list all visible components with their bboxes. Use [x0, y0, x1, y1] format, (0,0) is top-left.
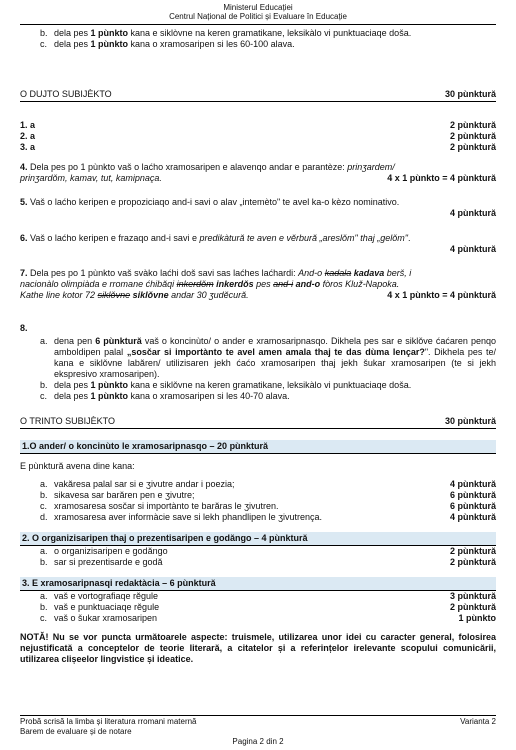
- section-title: O TRINTO SUBIJÈKTO: [20, 416, 116, 426]
- sentence-part: berš, i: [384, 268, 412, 278]
- answer-row: [20, 131, 496, 142]
- criterion-item: [20, 501, 496, 512]
- item-marker: b.: [40, 28, 48, 38]
- question-number: 4.: [20, 162, 28, 172]
- question-text: [20, 197, 496, 208]
- question-6: [20, 233, 496, 255]
- answer-label: 2. a: [20, 131, 36, 141]
- answer-label: 1. a: [20, 120, 36, 130]
- item-text: kana o xramosaripen si les 40-70 alava.: [128, 391, 290, 401]
- criterion-item: [20, 557, 496, 568]
- question-number: 5.: [20, 197, 28, 207]
- item-text: vakăresa palal sar si e ʒivutre andar i poezia;: [54, 479, 235, 489]
- criterion-item: [20, 512, 496, 523]
- question-points: 4 pùnktură: [449, 208, 496, 218]
- criterion-heading: 3. E xramosaripnasqi redaktàcia – 6 pùnktură: [20, 577, 496, 591]
- answer-points: 2 pùnktură: [449, 142, 496, 152]
- section-heading-2: [20, 89, 496, 102]
- item-text: dena pen: [54, 336, 96, 346]
- top-items: [20, 28, 496, 50]
- sentence-part: And-o: [298, 268, 325, 278]
- question-row: [20, 244, 496, 255]
- struck-word: siklǒvne: [97, 290, 131, 300]
- item-marker: a.: [40, 591, 48, 601]
- page-header: [0, 3, 516, 21]
- item-marker: a.: [40, 546, 48, 556]
- item-points: 4 pùnktură: [449, 512, 496, 522]
- question-number: 6.: [20, 233, 28, 243]
- question-number: 8.: [20, 323, 28, 333]
- question-body: Vaš o laćho keripen e propoziciaqo and-i savi o alav „intemèto" te avel ka-o kèzo nominativo.: [27, 197, 400, 207]
- item-points: 4 pùnktură: [449, 479, 496, 489]
- sentence-part: Kathe line kotor 72: [20, 290, 98, 300]
- item-marker: a.: [40, 479, 48, 489]
- item-text: kana e siklǒvne na keren gramatikane, leksikàlo vi punktuaciaqe doša.: [128, 380, 412, 390]
- item-text: vaš o šukar xramosaripen: [54, 613, 158, 623]
- item-text: vaš e vortografiaqe rĕgule: [54, 591, 159, 601]
- section-heading-3: [20, 416, 496, 429]
- item-points: 1 pùnkto: [458, 613, 496, 623]
- question-body: Dela pes po 1 pùnkto vaš o laćho xramosaripen e alavenqo andar e parantèze:: [27, 162, 348, 172]
- question-italic: prinʒardem/: [347, 162, 395, 172]
- answer-row: [20, 120, 496, 131]
- question-row: [20, 173, 496, 184]
- footer-variant: Varianta 2: [460, 717, 496, 726]
- note-lead: NOTĂ!: [20, 632, 49, 642]
- question-text: [20, 162, 496, 173]
- criterion-3: [20, 577, 496, 624]
- criterion-heading: 1.O ander/ o koncinùto le xramosaripnasqo – 20 pùnktură: [20, 440, 496, 454]
- item-text: xramosaresa sosčar si importànto te barăras le ʒivutren.: [54, 501, 279, 511]
- question-body: Dela pes po 1 pùnkto vaš svàko laćhi doš savi sas laćhes laćhardi:: [27, 268, 299, 278]
- item-text: o organizisaripen e godăngo: [54, 546, 168, 556]
- struck-word: and-i: [273, 279, 294, 289]
- section-points: 30 pùnktură: [444, 416, 496, 426]
- item-bold: 1 pùnkto: [90, 28, 129, 38]
- question-body: .: [407, 233, 411, 243]
- answer-row: [20, 142, 496, 153]
- item-marker: b.: [40, 602, 48, 612]
- item-points: 2 pùnktură: [449, 546, 496, 556]
- item-text: vaš e punktuaciaqe rĕgule: [54, 602, 160, 612]
- criterion-item: [20, 613, 496, 624]
- item-text: dela pes: [54, 391, 91, 401]
- footer-row: [20, 717, 496, 727]
- item-marker: b.: [40, 557, 48, 567]
- criterion-item: [20, 490, 496, 501]
- item-marker: a.: [40, 336, 48, 346]
- item-points: 6 pùnktură: [449, 501, 496, 511]
- question-text: [20, 279, 496, 290]
- question-number: 7.: [20, 268, 28, 278]
- list-item: [20, 28, 496, 39]
- sentence-part: pes: [253, 279, 274, 289]
- footer-exam: Probă scrisă la limba și literatura rromani maternă: [20, 717, 197, 726]
- answer-points: 2 pùnktură: [449, 120, 496, 130]
- item-text: sikavesa sar barăren pen e ʒivutre;: [54, 490, 195, 500]
- question-row: [20, 290, 496, 301]
- question-8: [20, 323, 496, 402]
- header-ministry: Ministerul Educației: [223, 3, 293, 12]
- question-7: [20, 268, 496, 301]
- item-marker: c.: [40, 613, 48, 623]
- criterion-item: [20, 479, 496, 490]
- section-points: 30 pùnktură: [444, 89, 496, 99]
- list-item: [20, 39, 496, 50]
- answers-1-3: [20, 120, 496, 153]
- criterion-intro: E pùnktură avena dine kana:: [20, 461, 135, 471]
- item-bold: 1 pùnkto: [90, 391, 129, 401]
- item-text: vaš o koncinùto/ o ander e xramosaripnasqo. Dikhela pes sar e siklǒve ćaćaren penqo amboldipen palal: [54, 336, 496, 357]
- footer-divider: [20, 715, 496, 716]
- header-divider: [20, 24, 496, 25]
- footer-barem: Barem de evaluare și de notare: [20, 727, 132, 736]
- question-points: 4 x 1 pùnkto = 4 pùnktură: [387, 173, 496, 183]
- question-points: 4 pùnktură: [449, 244, 496, 254]
- question-text: [20, 268, 496, 279]
- sentence-part: andar 30 ʒudĕcură.: [168, 290, 249, 300]
- item-marker: d.: [40, 512, 48, 522]
- struck-word: inkerdǒm: [176, 279, 214, 289]
- sentence-part: fòros Kluž-Napoka.: [320, 279, 400, 289]
- item-text: dela pes: [54, 28, 91, 38]
- question-4: [20, 162, 496, 184]
- item-marker: c.: [40, 501, 48, 511]
- item-text: sar si prezentisarde e godă: [54, 557, 163, 567]
- section-title: O DUJTO SUBIJÈKTO: [20, 89, 112, 99]
- question-points: 4 x 1 pùnkto = 4 pùnktură: [387, 290, 496, 300]
- corrected-word: kadava: [351, 268, 385, 278]
- corrected-word: and-o: [293, 279, 321, 289]
- item-points: 2 pùnktură: [449, 602, 496, 612]
- item-bold: 1 pùnkto: [90, 39, 129, 49]
- item-bold: 6 pùnktură: [95, 336, 142, 346]
- item-marker: c.: [40, 391, 48, 401]
- page-number: Pagina 2 din 2: [232, 737, 284, 746]
- question-body: Vaš o laćho keripen e frazaqo and-i savi e: [27, 233, 200, 243]
- question-row: [20, 208, 496, 219]
- page-footer: [20, 717, 496, 747]
- note: [20, 632, 496, 665]
- item-points: 6 pùnktură: [449, 490, 496, 500]
- item-text: dela pes: [54, 380, 91, 390]
- criterion-1: [20, 440, 496, 523]
- item-text: kana o xramosaripen si les 60-100 alava.: [128, 39, 295, 49]
- item-bold: 1 pùnkto: [90, 380, 129, 390]
- question-5: [20, 197, 496, 219]
- question-italic: predikàtură te aven e vĕrbură „areslǒm" thaj „gelǒm": [199, 233, 408, 243]
- criterion-heading: 2. O organizisaripen thaj o prezentisaripen e godăngo – 4 pùnktură: [20, 532, 496, 546]
- item-bold: „sosčar si importànto te avel amen amala thaj te das dùma lençar?: [126, 347, 425, 357]
- item-marker: b.: [40, 490, 48, 500]
- item-text: ". Dikhela pes te/ kana e siklǒvne labăren/ utilizisaren jekh ćaćo xramosaripen thaj jekh šukar xramosaripen (te si jekh ekspresivo xramosaripen).: [54, 347, 496, 379]
- item-text: kana e siklòvne na keren gramatikane, leksikàlo vi punktuaciaqe doša.: [128, 28, 412, 38]
- item-text: xramosaresa aver informàcie save si lekh phandlipen le ʒivutrença.: [54, 512, 323, 522]
- struck-word: kadala: [324, 268, 352, 278]
- item-marker: c.: [40, 39, 48, 49]
- corrected-word: inkerdǒs: [213, 279, 254, 289]
- corrected-word: siklǒvne: [130, 290, 169, 300]
- question-text: [20, 233, 496, 244]
- answer-label: 3. a: [20, 142, 36, 152]
- item-text: dela pes: [54, 39, 91, 49]
- note-text: Nu se vor puncta următoarele aspecte: truismele, utilizarea unor idei cu caracter general, folosirea nejustificată a conceptelor de teorie literară, a citatelor și a referințelor irelevante scopului comunicării, utilizarea clișeelor lingvistice și ideatice.: [20, 632, 496, 664]
- item-points: 2 pùnktură: [449, 557, 496, 567]
- criterion-item: [20, 591, 496, 602]
- criterion-item: [20, 602, 496, 613]
- item-marker: b.: [40, 380, 48, 390]
- list-item: [20, 391, 496, 402]
- list-item: [20, 380, 496, 391]
- criterion-item: [20, 546, 496, 557]
- answer-points: 2 pùnktură: [449, 131, 496, 141]
- question-italic: prinʒardǒm, kamav, tut, kamipnaça.: [20, 173, 162, 183]
- list-item: [20, 336, 496, 380]
- item-points: 3 pùnktură: [449, 591, 496, 601]
- sentence-part: nacionàlo olimpiàda e rromane ćhibăqi: [20, 279, 177, 289]
- criterion-2: [20, 532, 496, 568]
- header-center: Centrul Național de Politici și Evaluare în Educație: [169, 12, 347, 21]
